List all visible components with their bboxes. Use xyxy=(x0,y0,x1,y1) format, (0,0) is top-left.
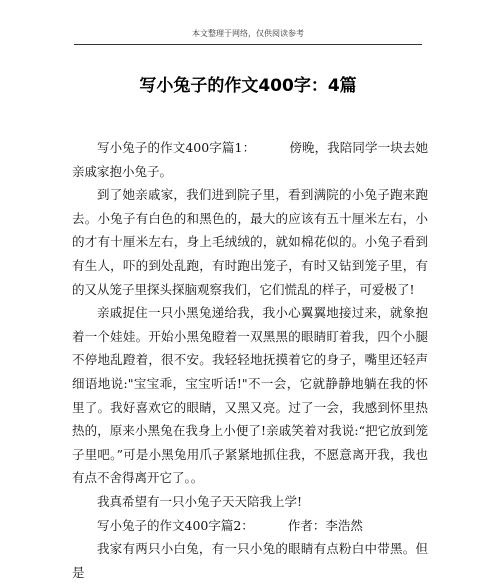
article-body xyxy=(72,136,428,584)
paragraph: 到了她亲戚家，我们进到院子里，看到满院的小兔子跑来跑去。小兔子有白色的和黑色的，最大的应该有五十厘米左右，小的才有十厘米左右，身上毛绒绒的，就如棉花似的。小兔子看到有生人，吓的到处乱跑，有时跑出笼子，有时又钻到笼子里，有的又从笼子里探头探脑观察我们，它们慌乱的样子，可爱极了! xyxy=(72,187,428,297)
paragraph xyxy=(72,136,428,183)
document-title: 写小兔子的作文400字：4篇 xyxy=(139,76,357,96)
paragraph-text: 傍晚，我陪同学一块去她亲戚家抱小兔子。 xyxy=(72,140,428,179)
paragraph: 我家有两只小白兔，有一只小兔的眼睛有点粉白中带黑。但是 xyxy=(72,541,428,580)
author-line: 作者：李浩然 xyxy=(287,517,363,533)
header-note: 本文整理于网络，仅供阅读参考 xyxy=(192,29,304,38)
page-header xyxy=(74,26,422,45)
section-heading: 写小兔子的作文400字篇1： xyxy=(97,140,256,155)
paragraph: 我真希望有一只小兔子天天陪我上学! xyxy=(97,493,303,509)
paragraph: 亲戚捉住一只小黑兔递给我，我小心翼翼地接过来，就象抱着一个娃娃。开始小黑兔瞪着一双黑黑的眼睛盯着我，四个小腿不停地乱蹬着，很不安。我轻轻地抚摸着它的身子，嘴里还轻声细语地说:"宝宝乖，宝宝听话!"不一会，它就静静地躺在我的怀里了。我好喜欢它的眼睛，又黑又亮。过了一会，我感到怀里热热的，原来小黑兔在我身上小便了!亲戚笑着对我说:“把它放到笼子里吧。”可是小黑兔用爪子紧紧地抓住我，不愿意离开我，我也有点不舍得离开它了。。 xyxy=(72,305,428,486)
section-heading: 写小兔子的作文400字篇2： xyxy=(97,517,254,533)
paragraph xyxy=(72,514,428,538)
